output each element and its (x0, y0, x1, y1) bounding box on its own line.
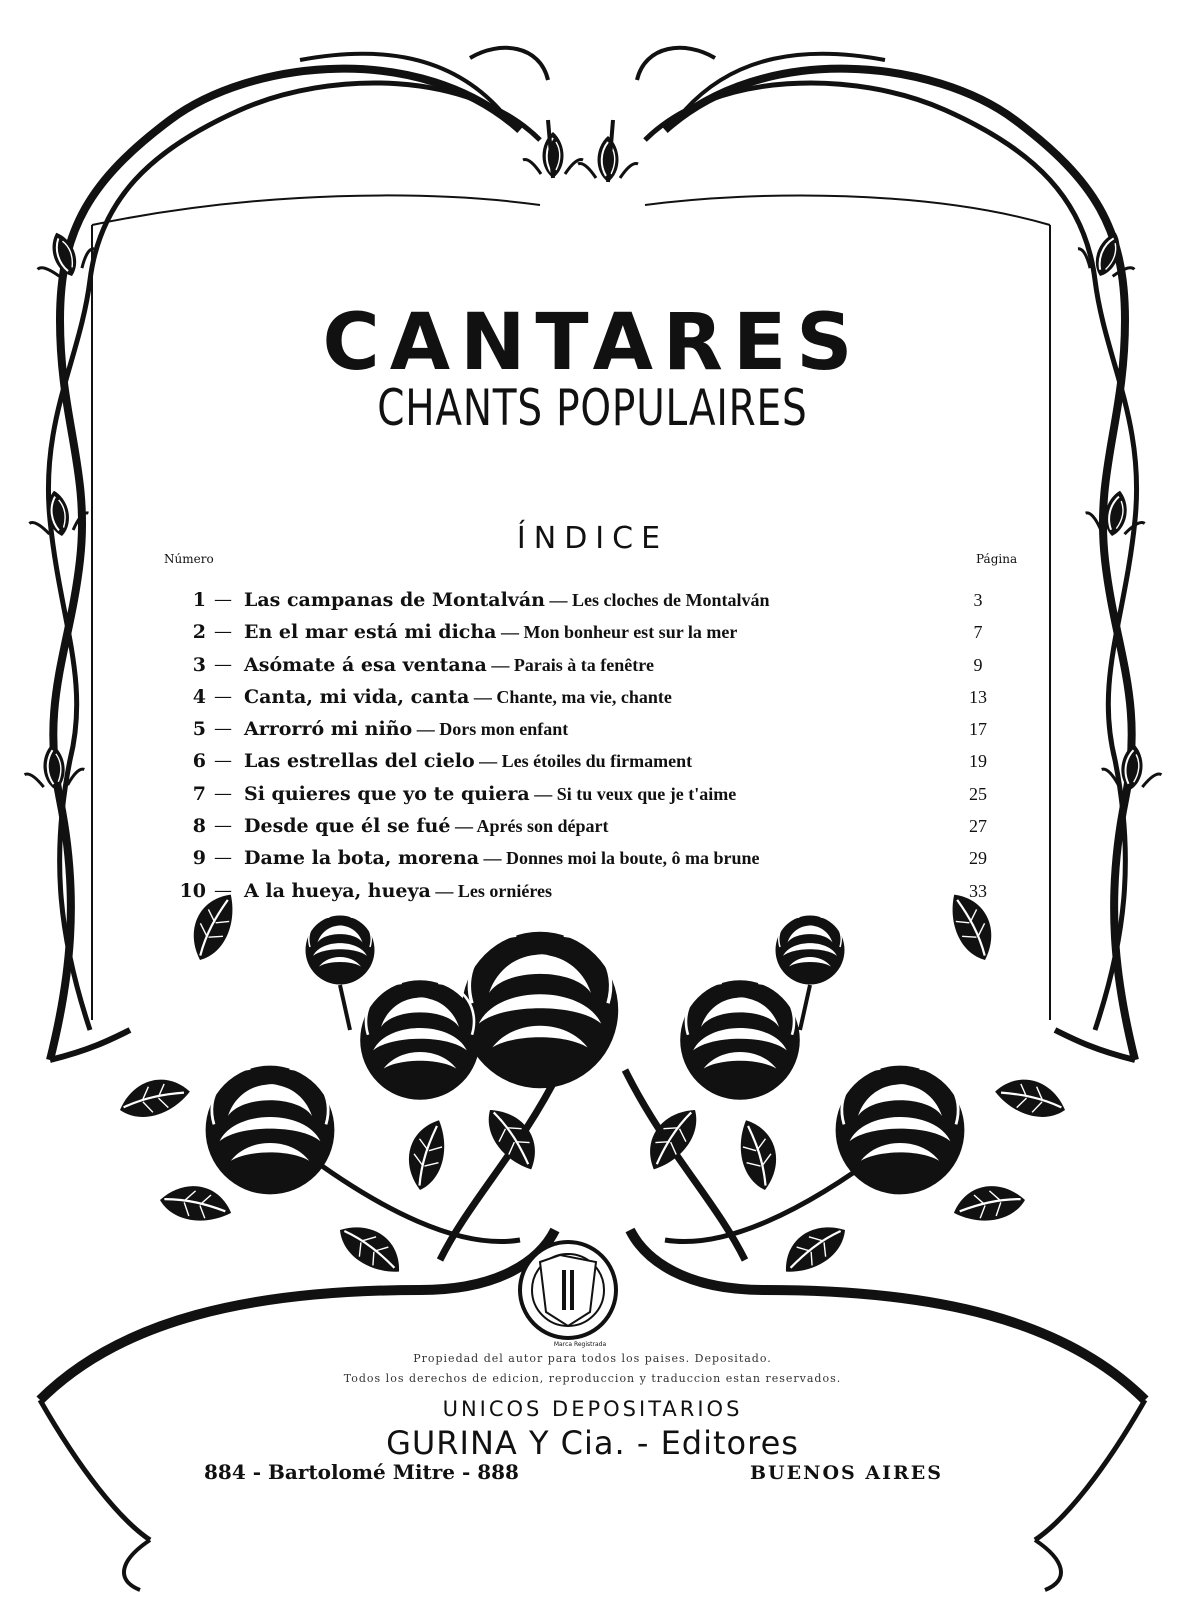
index-page-number: 33 (969, 880, 987, 901)
spanish-song-title (244, 584, 769, 616)
index-number: 2 (192, 621, 206, 644)
french-song-title: — Dors mon enfant (412, 719, 569, 740)
french-song-title: — Les orniéres (430, 880, 553, 901)
publisher-name: GURINA Y Cia. - Editores (386, 1424, 799, 1462)
index-dash: — (214, 879, 232, 901)
seal-caption: Marca Registrada (553, 1341, 607, 1348)
index-number: 8 (192, 815, 206, 838)
index-page-number: 29 (969, 848, 987, 869)
french-title-text: Dors mon enfant (439, 719, 569, 740)
index-dash: — (214, 621, 232, 643)
index-number: 9 (192, 847, 206, 870)
french-song-title: — Mon bonheur est sur la mer (496, 622, 738, 643)
spanish-song-title (244, 875, 552, 907)
spanish-song-title (244, 681, 672, 713)
index-number: 5 (192, 718, 206, 741)
index-dash: — (214, 750, 232, 772)
index-number: 1 (192, 589, 206, 611)
rights-notice-line-1: Propiedad del autor para todos los paises. Depositado. (413, 1352, 772, 1365)
index-row (150, 713, 1030, 745)
french-song-title: — Parais à ta fenêtre (486, 654, 654, 675)
french-title-text: Si tu veux que je t'aime (556, 783, 737, 804)
page-subtitle: CHANTS POPULAIRES (377, 379, 808, 437)
french-song-title: — Aprés son départ (450, 816, 609, 837)
index-row (150, 616, 1030, 648)
spanish-song-title (244, 616, 737, 648)
index-row (150, 745, 1030, 777)
french-song-title: — Si tu veux que je t'aime (529, 783, 737, 804)
spanish-title-text: Si quieres que yo te quiera (244, 782, 530, 805)
french-title-text: Chante, ma vie, chante (496, 686, 672, 707)
index-dash: — (214, 718, 232, 740)
spanish-title-text: Desde que él se fué (244, 815, 451, 838)
spanish-title-text: A la hueya, hueya (244, 879, 431, 902)
index-dash: — (214, 653, 232, 675)
index-page-number: 13 (969, 686, 987, 707)
french-song-title: — Les étoiles du firmament (474, 751, 693, 772)
index-page-number: 9 (973, 654, 983, 675)
index-row (150, 810, 1030, 842)
spanish-song-title (244, 713, 568, 745)
index-dash: — (214, 589, 232, 610)
french-title-text: Les étoiles du firmament (501, 751, 693, 772)
index-page-number: 3 (973, 590, 983, 610)
index-row (150, 681, 1030, 713)
index-dash: — (214, 815, 232, 837)
rights-notice-line-2: Todos los derechos de edicion, reproduccion y traduccion estan reservados. (343, 1372, 842, 1385)
publisher-city: BUENOS AIRES (750, 1462, 943, 1484)
spanish-song-title (244, 649, 654, 681)
french-title-text: Aprés son départ (476, 816, 609, 837)
spanish-song-title (244, 842, 760, 874)
french-title-text: Les cloches de Montalván (571, 590, 770, 610)
publisher-address: 884 - Bartolomé Mitre - 888 (204, 1460, 519, 1484)
spanish-song-title (244, 810, 608, 842)
spanish-song-title (244, 778, 736, 810)
french-song-title: — Donnes moi la boute, ô ma brune (479, 848, 760, 869)
index-number: 7 (192, 782, 206, 805)
spanish-title-text: Las campanas de Montalván (244, 589, 545, 611)
index-page-number: 7 (973, 622, 983, 643)
spanish-title-text: Asómate á esa ventana (244, 653, 487, 676)
column-header-page: Página (976, 552, 1018, 566)
index-dash: — (214, 847, 232, 869)
french-song-title: — Chante, ma vie, chante (469, 686, 672, 707)
french-title-text: Parais à ta fenêtre (513, 654, 654, 675)
spanish-title-text: Dame la bota, morena (244, 847, 480, 870)
french-title-text: Les orniéres (457, 880, 553, 901)
index-row (150, 875, 1030, 907)
index-number: 10 (179, 879, 206, 902)
index-number: 3 (192, 653, 206, 676)
column-header-number: Número (164, 552, 214, 566)
index-number: 4 (192, 685, 206, 708)
index-page-number: 25 (969, 783, 987, 804)
french-title-text: Mon bonheur est sur la mer (523, 622, 738, 643)
index-row (150, 842, 1030, 874)
index-dash: — (214, 685, 232, 707)
index-row (150, 584, 1030, 616)
index-row (150, 649, 1030, 681)
page-title: CANTARES (322, 298, 863, 388)
spanish-title-text: Las estrellas del cielo (244, 750, 475, 773)
index-page-number: 19 (969, 751, 987, 772)
index-row (150, 778, 1030, 810)
depositarios-label: UNICOS DEPOSITARIOS (442, 1397, 743, 1421)
index-heading: ÍNDICE (516, 521, 669, 556)
index-page-number: 27 (969, 816, 987, 837)
spanish-title-text: Canta, mi vida, canta (244, 685, 470, 708)
index-list (150, 584, 1030, 907)
index-page-number: 17 (969, 719, 987, 740)
index-number: 6 (192, 750, 206, 773)
spanish-title-text: En el mar está mi dicha (244, 621, 497, 644)
spanish-title-text: Arrorró mi niño (244, 718, 413, 741)
spanish-song-title (244, 745, 692, 777)
index-dash: — (214, 782, 232, 804)
french-title-text: Donnes moi la boute, ô ma brune (506, 848, 760, 869)
french-song-title: — Les cloches de Montalván (544, 590, 770, 610)
